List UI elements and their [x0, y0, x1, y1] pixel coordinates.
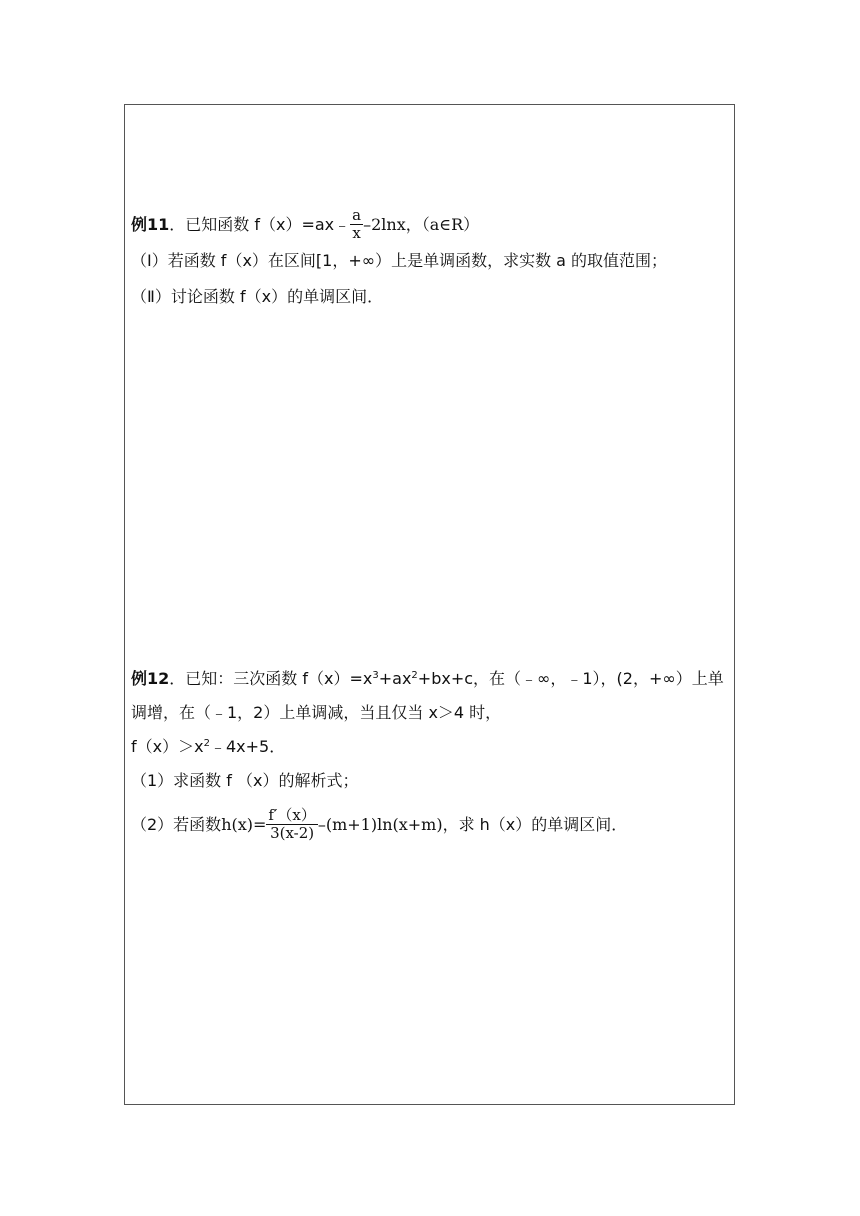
ex11-part1: （Ⅰ）若函数 f（x）在区间[1，+∞）上是单调函数，求实数 a 的取值范围； [131, 251, 668, 270]
ex12-line3-a: f（x）＞x [131, 737, 204, 756]
ex11-fraction [350, 207, 363, 242]
ex11-statement [131, 208, 479, 243]
ex11-frac-denominator: x [352, 224, 361, 242]
ex12-frac-numerator: f′（x） [268, 806, 316, 824]
ex12-label: 例 [131, 669, 148, 688]
ex12-line3 [131, 737, 285, 757]
ex12-line1-a: ．已知：三次函数 f（x）=x [169, 669, 373, 688]
ex12-frac-denominator: 3(x-2) [270, 824, 315, 842]
ex12-number: 12 [147, 669, 170, 688]
ex12-part1: （1）求函数 f （x）的解析式； [131, 771, 359, 790]
ex11-intro: ．已知函数 f（x）=ax﹣ [169, 215, 351, 234]
ex12-h-func: h(x)= [221, 815, 267, 834]
ex12-sup-2: 2 [411, 670, 418, 681]
ex12-part2-c: ，求 h（x）的单调区间． [442, 815, 628, 834]
ex12-line1 [131, 669, 724, 689]
ex12-part2 [131, 808, 627, 843]
ex11-number: 11 [147, 215, 170, 234]
ex11-part2: （Ⅱ）讨论函数 f（x）的单调区间． [131, 287, 384, 306]
ex12-line1-c: +bx+c，在（﹣∞，﹣1），(2，+∞）上单 [417, 669, 724, 688]
ex12-line2: 调增，在（﹣1，2）上单调减，当且仅当 x＞4 时， [131, 703, 502, 722]
ex12-line1-b: +ax [378, 669, 412, 688]
ex11-label: 例 [131, 215, 148, 234]
ex12-line3-b: ﹣4x+5． [209, 737, 286, 756]
ex12-sup-3: 3 [372, 670, 379, 681]
ex12-part2-a: （2）若函数 [131, 815, 222, 834]
ex11-frac-numerator: a [352, 206, 362, 224]
ex12-part2-b: –(m+1)ln(x+m) [317, 815, 443, 834]
ex12-fraction [266, 807, 317, 842]
ex12-line3-sup: 2 [203, 738, 210, 749]
ex11-after-fraction: –2lnx，（a∈R） [363, 215, 480, 234]
